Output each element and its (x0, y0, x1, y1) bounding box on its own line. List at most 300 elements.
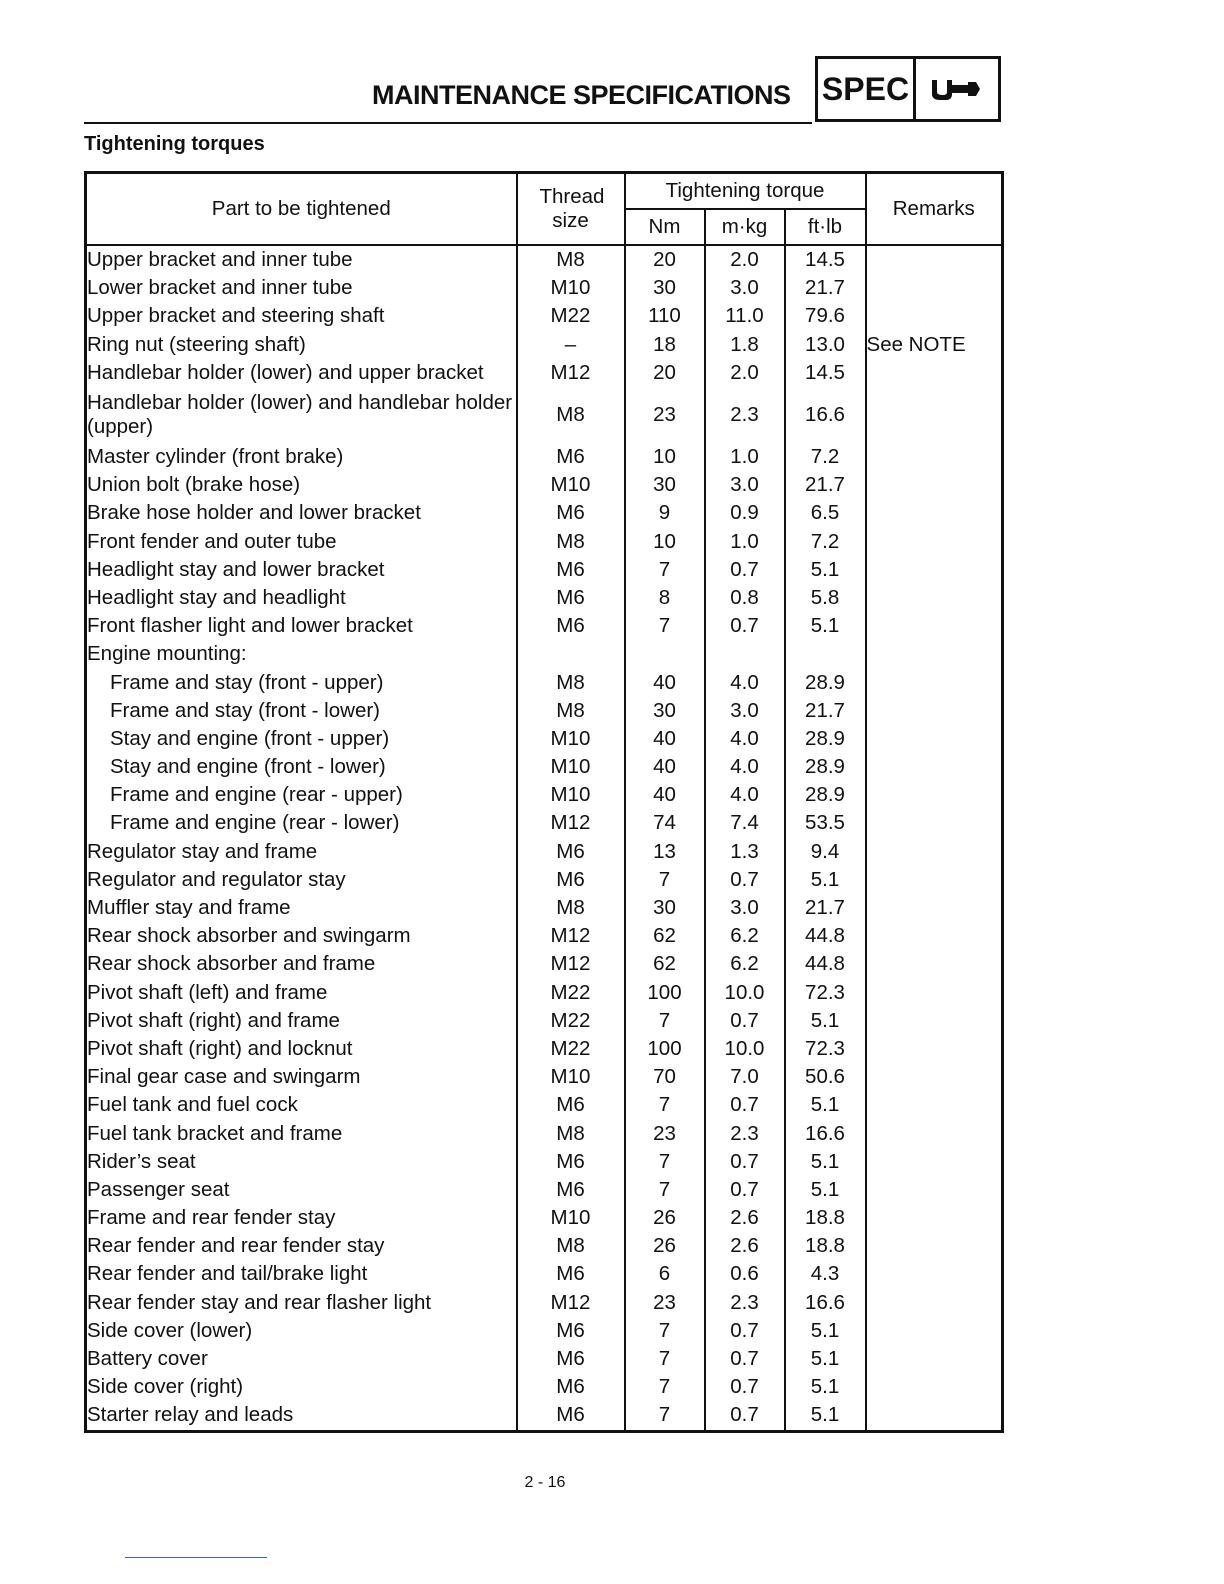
cell-remarks (866, 1232, 1003, 1260)
cell-mkg: 2.0 (705, 359, 785, 387)
cell-mkg: 10.0 (705, 979, 785, 1007)
cell-ftlb: 6.5 (785, 499, 866, 527)
cell-nm: 40 (625, 753, 705, 781)
header-part: Part to be tightened (86, 173, 517, 246)
cell-mkg: 2.0 (705, 245, 785, 274)
cell-part: Brake hose holder and lower bracket (86, 499, 517, 527)
cell-nm: 40 (625, 781, 705, 809)
cell-ftlb: 72.3 (785, 979, 866, 1007)
cell-nm: 100 (625, 979, 705, 1007)
cell-part: Final gear case and swingarm (86, 1063, 517, 1091)
cell-part: Stay and engine (front - lower) (86, 753, 517, 781)
cell-remarks (866, 753, 1003, 781)
header-torque: Tightening torque (625, 173, 866, 210)
cell-mkg: 0.7 (705, 1401, 785, 1431)
cell-remarks: See NOTE (866, 331, 1003, 359)
cell-part: Rear fender and tail/brake light (86, 1260, 517, 1288)
cell-thread: M6 (517, 1091, 625, 1119)
cell-nm: 26 (625, 1232, 705, 1260)
cell-thread: M8 (517, 668, 625, 696)
cell-mkg: 0.6 (705, 1260, 785, 1288)
table-row (86, 725, 1003, 753)
torque-table-body (86, 245, 1003, 1431)
cell-part: Engine mounting: (86, 640, 517, 668)
cell-part: Regulator stay and frame (86, 838, 517, 866)
section-title: Tightening torques (84, 133, 265, 155)
cell-ftlb: 5.1 (785, 1091, 866, 1119)
cell-nm: 6 (625, 1260, 705, 1288)
cell-thread: M8 (517, 1119, 625, 1147)
cell-nm: 30 (625, 697, 705, 725)
cell-nm: 7 (625, 612, 705, 640)
table-row (86, 979, 1003, 1007)
header-thread: Thread size (517, 173, 625, 246)
cell-thread: M8 (517, 245, 625, 274)
cell-part: Rear shock absorber and swingarm (86, 922, 517, 950)
cell-mkg: 1.0 (705, 443, 785, 471)
table-row (86, 866, 1003, 894)
cell-nm: 7 (625, 1373, 705, 1401)
cell-remarks (866, 1373, 1003, 1401)
cell-thread: M6 (517, 612, 625, 640)
cell-part: Muffler stay and frame (86, 894, 517, 922)
cell-nm: 20 (625, 359, 705, 387)
cell-remarks (866, 1317, 1003, 1345)
table-row (86, 950, 1003, 978)
cell-ftlb: 28.9 (785, 725, 866, 753)
cell-mkg: 2.6 (705, 1232, 785, 1260)
cell-nm: 10 (625, 528, 705, 556)
cell-part: Lower bracket and inner tube (86, 274, 517, 302)
cell-nm: 7 (625, 1148, 705, 1176)
table-row (86, 697, 1003, 725)
cell-ftlb: 21.7 (785, 274, 866, 302)
cell-mkg: 6.2 (705, 922, 785, 950)
cell-thread: M6 (517, 838, 625, 866)
cell-part: Side cover (right) (86, 1373, 517, 1401)
cell-ftlb: 16.6 (785, 1289, 866, 1317)
cell-mkg: 0.7 (705, 556, 785, 584)
table-row (86, 1373, 1003, 1401)
cell-thread: M6 (517, 1317, 625, 1345)
header-remarks: Remarks (866, 173, 1003, 246)
cell-nm: 7 (625, 1091, 705, 1119)
cell-thread: M12 (517, 359, 625, 387)
cell-nm: 8 (625, 584, 705, 612)
cell-mkg: 3.0 (705, 274, 785, 302)
cell-part: Upper bracket and steering shaft (86, 302, 517, 330)
cell-ftlb: 5.1 (785, 1317, 866, 1345)
cell-part: Side cover (lower) (86, 1317, 517, 1345)
table-row (86, 668, 1003, 696)
cell-mkg: 0.7 (705, 1148, 785, 1176)
cell-ftlb: 28.9 (785, 668, 866, 696)
cell-part: Handlebar holder (lower) and upper bracket (86, 359, 517, 387)
table-row (86, 1119, 1003, 1147)
cell-nm: 30 (625, 274, 705, 302)
cell-remarks (866, 1176, 1003, 1204)
cell-part: Union bolt (brake hose) (86, 471, 517, 499)
cell-mkg: 0.7 (705, 1007, 785, 1035)
cell-remarks (866, 979, 1003, 1007)
cell-remarks (866, 387, 1003, 443)
cell-mkg: 0.9 (705, 499, 785, 527)
cell-remarks (866, 612, 1003, 640)
cell-thread: M22 (517, 1007, 625, 1035)
cell-ftlb: 79.6 (785, 302, 866, 330)
cell-part: Starter relay and leads (86, 1401, 517, 1431)
cell-thread: M22 (517, 979, 625, 1007)
cell-part: Headlight stay and headlight (86, 584, 517, 612)
cell-thread (517, 640, 625, 668)
table-row (86, 245, 1003, 274)
cell-nm: 10 (625, 443, 705, 471)
table-row (86, 1176, 1003, 1204)
cell-thread: M10 (517, 1063, 625, 1091)
cell-nm: 9 (625, 499, 705, 527)
header-mkg: m·kg (705, 209, 785, 245)
cell-mkg: 2.3 (705, 1289, 785, 1317)
cell-remarks (866, 1345, 1003, 1373)
table-row (86, 838, 1003, 866)
cell-thread: M6 (517, 1401, 625, 1431)
cell-remarks (866, 640, 1003, 668)
cell-part: Frame and stay (front - upper) (86, 668, 517, 696)
spec-icon-cell (916, 59, 998, 119)
cell-mkg: 0.7 (705, 1176, 785, 1204)
cell-mkg: 0.8 (705, 584, 785, 612)
cell-mkg: 2.3 (705, 1119, 785, 1147)
cell-remarks (866, 894, 1003, 922)
cell-part: Battery cover (86, 1345, 517, 1373)
cell-remarks (866, 499, 1003, 527)
spec-label: SPEC (818, 59, 916, 119)
cell-ftlb: 16.6 (785, 1119, 866, 1147)
cell-remarks (866, 668, 1003, 696)
cell-thread: M6 (517, 1373, 625, 1401)
cell-part: Rider’s seat (86, 1148, 517, 1176)
cell-ftlb: 50.6 (785, 1063, 866, 1091)
table-row (86, 274, 1003, 302)
cell-mkg: 2.3 (705, 387, 785, 443)
cell-remarks (866, 725, 1003, 753)
cell-nm: 7 (625, 1176, 705, 1204)
cell-part: Frame and stay (front - lower) (86, 697, 517, 725)
cell-thread: M10 (517, 274, 625, 302)
cell-remarks (866, 1035, 1003, 1063)
cell-mkg (705, 640, 785, 668)
cell-remarks (866, 584, 1003, 612)
cell-ftlb: 72.3 (785, 1035, 866, 1063)
cell-remarks (866, 1401, 1003, 1431)
cell-thread: M8 (517, 387, 625, 443)
cell-nm: 7 (625, 1401, 705, 1431)
cell-part: Upper bracket and inner tube (86, 245, 517, 274)
cell-thread: M10 (517, 1204, 625, 1232)
cell-ftlb: 5.1 (785, 1148, 866, 1176)
cell-ftlb: 21.7 (785, 697, 866, 725)
cell-ftlb: 18.8 (785, 1232, 866, 1260)
table-row (86, 1345, 1003, 1373)
cell-remarks (866, 1007, 1003, 1035)
cell-part: Fuel tank and fuel cock (86, 1091, 517, 1119)
cell-mkg: 0.7 (705, 612, 785, 640)
cell-ftlb: 18.8 (785, 1204, 866, 1232)
cell-thread: M10 (517, 471, 625, 499)
cell-thread: M6 (517, 1345, 625, 1373)
cell-part: Frame and engine (rear - upper) (86, 781, 517, 809)
cell-ftlb: 28.9 (785, 753, 866, 781)
table-row (86, 302, 1003, 330)
cell-part: Pivot shaft (left) and frame (86, 979, 517, 1007)
cell-remarks (866, 556, 1003, 584)
cell-ftlb: 44.8 (785, 950, 866, 978)
cell-thread: M8 (517, 894, 625, 922)
cell-ftlb: 21.7 (785, 471, 866, 499)
title-rule (84, 122, 812, 124)
cell-part: Handlebar holder (lower) and handlebar holder (upper) (86, 387, 517, 443)
cell-part: Front flasher light and lower bracket (86, 612, 517, 640)
header-ftlb: ft·lb (785, 209, 866, 245)
cell-ftlb: 16.6 (785, 387, 866, 443)
cell-ftlb: 21.7 (785, 894, 866, 922)
cell-nm (625, 640, 705, 668)
cell-ftlb: 5.1 (785, 556, 866, 584)
table-row (86, 528, 1003, 556)
cell-mkg: 10.0 (705, 1035, 785, 1063)
cell-thread: M6 (517, 1176, 625, 1204)
cell-remarks (866, 302, 1003, 330)
cell-remarks (866, 1091, 1003, 1119)
cell-remarks (866, 274, 1003, 302)
table-row (86, 1317, 1003, 1345)
cell-mkg: 0.7 (705, 1345, 785, 1373)
cell-ftlb: 14.5 (785, 245, 866, 274)
cell-part: Pivot shaft (right) and locknut (86, 1035, 517, 1063)
cell-remarks (866, 1148, 1003, 1176)
table-row (86, 612, 1003, 640)
cell-ftlb: 7.2 (785, 528, 866, 556)
cell-ftlb: 5.1 (785, 1401, 866, 1431)
cell-thread: M6 (517, 584, 625, 612)
cell-part: Passenger seat (86, 1176, 517, 1204)
cell-mkg: 3.0 (705, 697, 785, 725)
table-row (86, 387, 1003, 443)
table-row (86, 640, 1003, 668)
cell-thread: M12 (517, 950, 625, 978)
cell-remarks (866, 528, 1003, 556)
cell-remarks (866, 838, 1003, 866)
cell-part: Master cylinder (front brake) (86, 443, 517, 471)
table-row (86, 781, 1003, 809)
cell-mkg: 0.7 (705, 1091, 785, 1119)
table-row (86, 1204, 1003, 1232)
cell-nm: 7 (625, 556, 705, 584)
cell-ftlb: 13.0 (785, 331, 866, 359)
table-row (86, 1289, 1003, 1317)
cell-nm: 40 (625, 725, 705, 753)
cell-ftlb: 5.8 (785, 584, 866, 612)
table-row (86, 809, 1003, 837)
cell-mkg: 4.0 (705, 753, 785, 781)
cell-thread: M10 (517, 753, 625, 781)
cell-thread: M6 (517, 556, 625, 584)
cell-nm: 62 (625, 922, 705, 950)
cell-mkg: 7.4 (705, 809, 785, 837)
cell-part: Front fender and outer tube (86, 528, 517, 556)
cell-thread: M10 (517, 781, 625, 809)
cell-ftlb: 28.9 (785, 781, 866, 809)
cell-thread: M12 (517, 809, 625, 837)
cell-ftlb: 5.1 (785, 612, 866, 640)
cell-remarks (866, 781, 1003, 809)
cell-remarks (866, 950, 1003, 978)
table-row (86, 753, 1003, 781)
page-number: 2 - 16 (524, 1474, 566, 1491)
cell-part: Regulator and regulator stay (86, 866, 517, 894)
cell-ftlb (785, 640, 866, 668)
cell-nm: 23 (625, 387, 705, 443)
cell-thread: M10 (517, 725, 625, 753)
cell-nm: 7 (625, 866, 705, 894)
cell-nm: 100 (625, 1035, 705, 1063)
cell-nm: 20 (625, 245, 705, 274)
table-row (86, 331, 1003, 359)
cell-remarks (866, 245, 1003, 274)
cell-nm: 110 (625, 302, 705, 330)
table-row (86, 1063, 1003, 1091)
table-row (86, 1260, 1003, 1288)
cell-mkg: 11.0 (705, 302, 785, 330)
cell-nm: 40 (625, 668, 705, 696)
cell-remarks (866, 1289, 1003, 1317)
cell-part: Stay and engine (front - upper) (86, 725, 517, 753)
cell-nm: 70 (625, 1063, 705, 1091)
cell-ftlb: 5.1 (785, 1176, 866, 1204)
cell-thread: M6 (517, 443, 625, 471)
cell-nm: 30 (625, 471, 705, 499)
cell-part: Frame and rear fender stay (86, 1204, 517, 1232)
cell-ftlb: 5.1 (785, 1345, 866, 1373)
cell-nm: 74 (625, 809, 705, 837)
cell-remarks (866, 1204, 1003, 1232)
cell-thread: M12 (517, 922, 625, 950)
cell-thread: M6 (517, 1148, 625, 1176)
cell-part: Frame and engine (rear - lower) (86, 809, 517, 837)
table-row (86, 1401, 1003, 1431)
cell-mkg: 3.0 (705, 471, 785, 499)
cell-thread: M8 (517, 697, 625, 725)
cell-mkg: 2.6 (705, 1204, 785, 1232)
cell-remarks (866, 866, 1003, 894)
cell-ftlb: 5.1 (785, 1007, 866, 1035)
cell-remarks (866, 1260, 1003, 1288)
cell-nm: 7 (625, 1317, 705, 1345)
cell-nm: 18 (625, 331, 705, 359)
cell-remarks (866, 471, 1003, 499)
cell-thread: M22 (517, 302, 625, 330)
cell-part: Pivot shaft (right) and frame (86, 1007, 517, 1035)
cell-mkg: 4.0 (705, 781, 785, 809)
table-row (86, 1007, 1003, 1035)
cell-ftlb: 7.2 (785, 443, 866, 471)
table-row (86, 359, 1003, 387)
cell-part: Rear fender and rear fender stay (86, 1232, 517, 1260)
cell-remarks (866, 359, 1003, 387)
torque-table (84, 171, 1004, 1433)
table-row (86, 1148, 1003, 1176)
cell-ftlb: 44.8 (785, 922, 866, 950)
cell-thread: M6 (517, 866, 625, 894)
cell-thread: M8 (517, 1232, 625, 1260)
cell-remarks (866, 443, 1003, 471)
cell-part: Fuel tank bracket and frame (86, 1119, 517, 1147)
cell-mkg: 3.0 (705, 894, 785, 922)
table-row (86, 894, 1003, 922)
cell-thread: – (517, 331, 625, 359)
table-row (86, 922, 1003, 950)
cell-remarks (866, 1119, 1003, 1147)
cell-thread: M8 (517, 528, 625, 556)
cell-nm: 23 (625, 1119, 705, 1147)
cell-mkg: 1.8 (705, 331, 785, 359)
cell-mkg: 6.2 (705, 950, 785, 978)
cell-remarks (866, 809, 1003, 837)
cell-ftlb: 4.3 (785, 1260, 866, 1288)
cell-mkg: 0.7 (705, 866, 785, 894)
cell-ftlb: 9.4 (785, 838, 866, 866)
cell-nm: 26 (625, 1204, 705, 1232)
cell-thread: M22 (517, 1035, 625, 1063)
cell-part: Ring nut (steering shaft) (86, 331, 517, 359)
cell-part: Rear shock absorber and frame (86, 950, 517, 978)
cell-ftlb: 5.1 (785, 1373, 866, 1401)
cell-nm: 23 (625, 1289, 705, 1317)
table-row (86, 1232, 1003, 1260)
cell-mkg: 7.0 (705, 1063, 785, 1091)
cell-nm: 7 (625, 1007, 705, 1035)
cell-nm: 13 (625, 838, 705, 866)
cell-nm: 62 (625, 950, 705, 978)
cell-ftlb: 14.5 (785, 359, 866, 387)
cell-ftlb: 5.1 (785, 866, 866, 894)
table-row (86, 1091, 1003, 1119)
cell-remarks (866, 697, 1003, 725)
wrench-icon (928, 74, 986, 104)
cell-mkg: 1.3 (705, 838, 785, 866)
cell-remarks (866, 922, 1003, 950)
cell-thread: M6 (517, 1260, 625, 1288)
bottom-rule (125, 1557, 267, 1558)
header-nm: Nm (625, 209, 705, 245)
cell-mkg: 0.7 (705, 1373, 785, 1401)
table-row (86, 471, 1003, 499)
spec-badge (815, 56, 1001, 122)
cell-thread: M12 (517, 1289, 625, 1317)
cell-thread: M6 (517, 499, 625, 527)
table-row (86, 1035, 1003, 1063)
cell-nm: 7 (625, 1345, 705, 1373)
table-row (86, 556, 1003, 584)
table-row (86, 443, 1003, 471)
cell-mkg: 4.0 (705, 725, 785, 753)
table-row (86, 499, 1003, 527)
cell-ftlb: 53.5 (785, 809, 866, 837)
cell-remarks (866, 1063, 1003, 1091)
cell-mkg: 0.7 (705, 1317, 785, 1345)
page-title: MAINTENANCE SPECIFICATIONS (372, 80, 791, 110)
cell-part: Rear fender stay and rear flasher light (86, 1289, 517, 1317)
